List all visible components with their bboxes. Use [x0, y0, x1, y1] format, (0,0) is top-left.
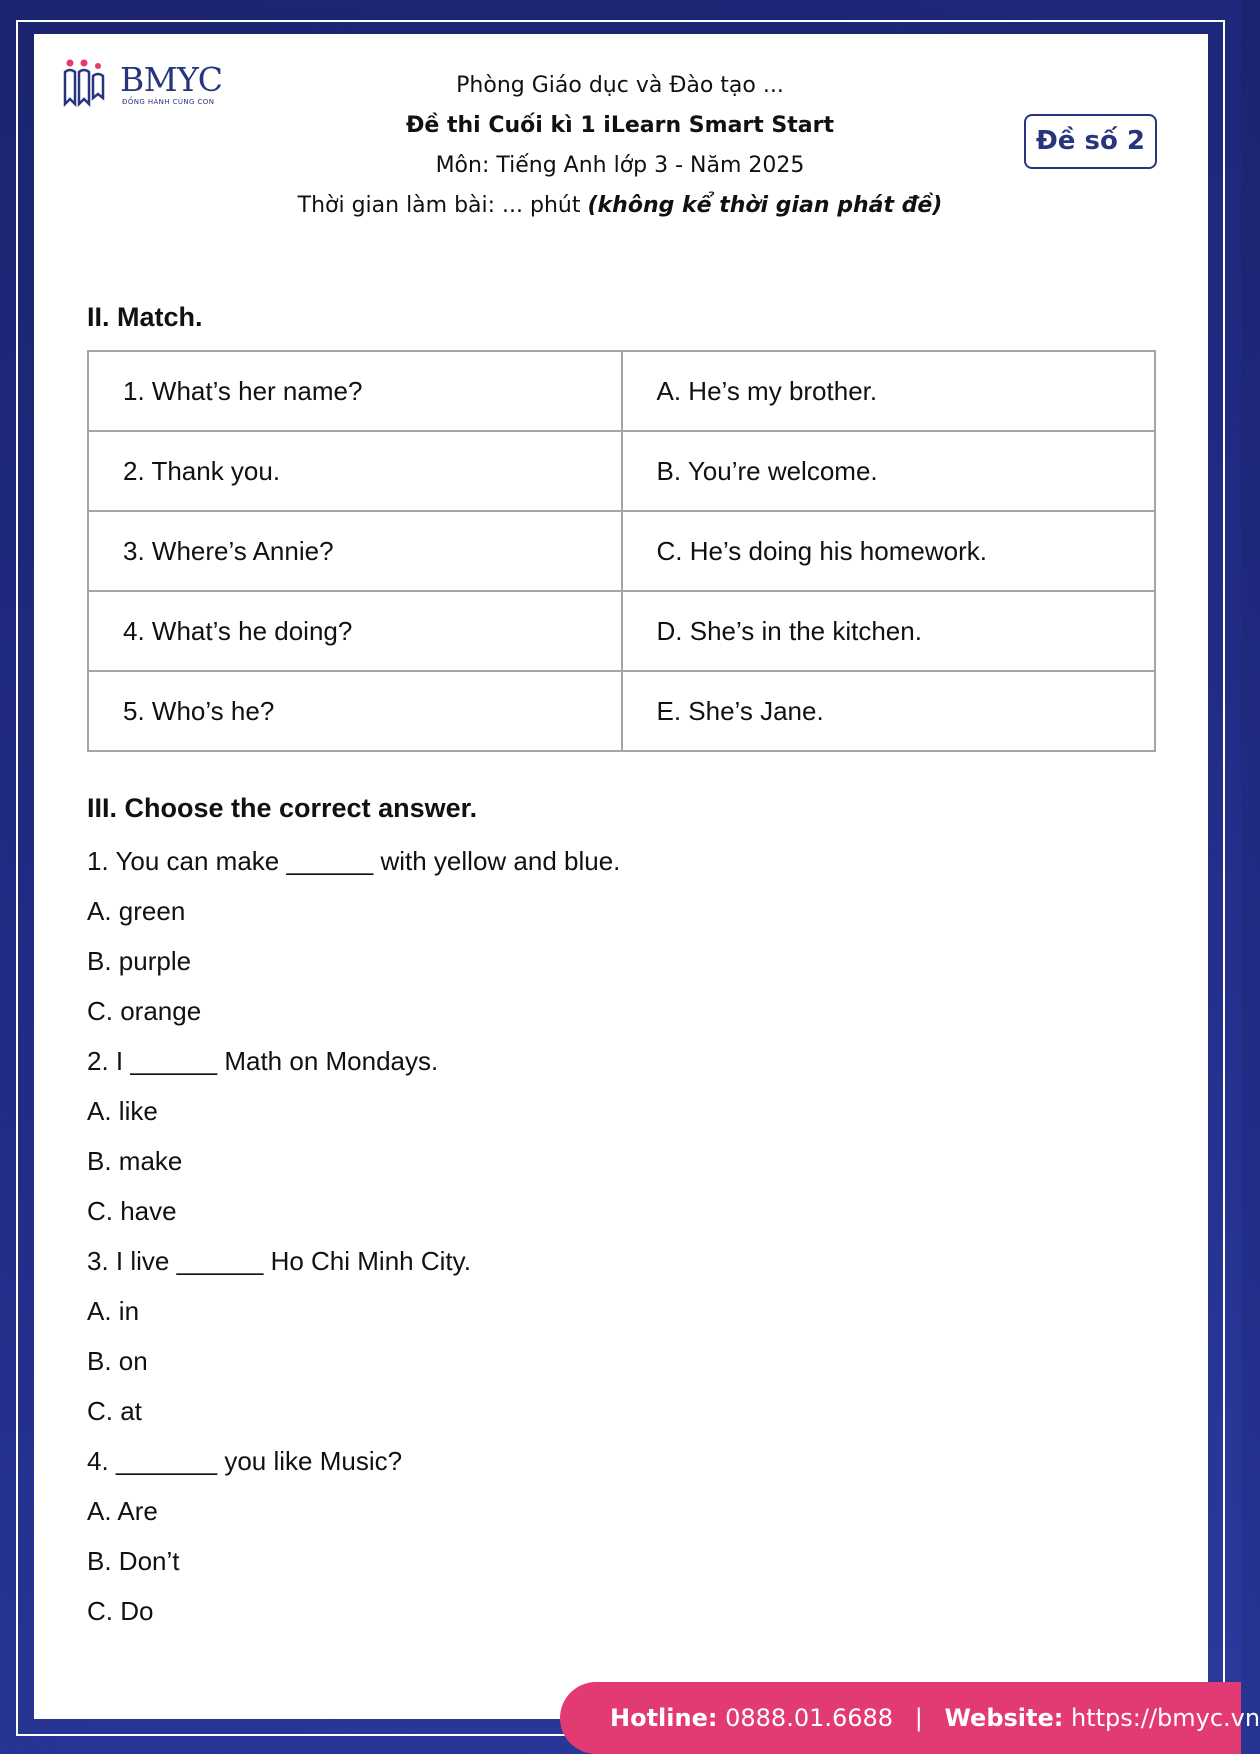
header-subject: Môn: Tiếng Anh lớp 3 - Năm 2025: [435, 153, 805, 178]
question-list: [87, 836, 620, 1636]
answer-option: B. purple: [87, 946, 192, 976]
header-duration: [250, 186, 990, 226]
answer-option: B. make: [87, 1146, 183, 1176]
question-text: 2. I ______ Math on Mondays.: [87, 1046, 439, 1076]
match-question: 3. Where’s Annie?: [88, 511, 622, 591]
table-row: [88, 591, 1155, 671]
logo-brand: BMYC: [120, 60, 223, 99]
match-answer: A. He’s my brother.: [622, 351, 1156, 431]
bmyc-logo: [62, 58, 232, 114]
table-row: [88, 431, 1155, 511]
exam-header: [250, 66, 990, 226]
answer-option: A. green: [87, 896, 186, 926]
footer-separator: |: [914, 1704, 923, 1732]
table-row: [88, 511, 1155, 591]
answer-option: A. like: [87, 1096, 158, 1126]
section-match-title: II. Match.: [87, 302, 203, 332]
match-answer: B. You’re welcome.: [622, 431, 1156, 511]
website-link[interactable]: https://bmyc.vn: [1071, 1704, 1260, 1732]
answer-option: B. Don’t: [87, 1546, 180, 1576]
contact-footer: [560, 1682, 1260, 1754]
section-choose-title: III. Choose the correct answer.: [87, 793, 478, 823]
hotline-number[interactable]: 0888.01.6688: [725, 1704, 894, 1732]
answer-option: C. Do: [87, 1596, 154, 1626]
answer-option: C. orange: [87, 996, 202, 1026]
match-answer: D. She’s in the kitchen.: [622, 591, 1156, 671]
answer-option: C. at: [87, 1396, 142, 1426]
match-question: 1. What’s her name?: [88, 351, 622, 431]
table-row: [88, 351, 1155, 431]
question-text: 4. _______ you like Music?: [87, 1446, 403, 1476]
answer-option: C. have: [87, 1196, 177, 1226]
answer-option: B. on: [87, 1346, 148, 1376]
duration-text: Thời gian làm bài: ... phút: [297, 193, 588, 218]
match-answer: C. He’s doing his homework.: [622, 511, 1156, 591]
match-question: 2. Thank you.: [88, 431, 622, 511]
exam-number-badge: Đề số 2: [1024, 114, 1157, 169]
match-question: 4. What’s he doing?: [88, 591, 622, 671]
family-logo-icon: [62, 58, 118, 110]
match-table: [87, 350, 1156, 752]
header-exam-title: Đề thi Cuối kì 1 iLearn Smart Start: [405, 113, 835, 138]
answer-option: A. Are: [87, 1496, 158, 1526]
logo-tagline: ĐỒNG HÀNH CÙNG CON: [122, 98, 215, 106]
website-label: Website:: [944, 1704, 1064, 1732]
hotline-label: Hotline:: [610, 1704, 718, 1732]
question-text: 1. You can make ______ with yellow and blue.: [87, 846, 621, 876]
match-question: 5. Who’s he?: [88, 671, 622, 751]
answer-option: A. in: [87, 1296, 140, 1326]
question-text: 3. I live ______ Ho Chi Minh City.: [87, 1246, 471, 1276]
header-department: Phòng Giáo dục và Đào tạo ...: [456, 73, 784, 98]
duration-note: (không kể thời gian phát đề): [587, 193, 943, 218]
match-answer: E. She’s Jane.: [622, 671, 1156, 751]
table-row: [88, 671, 1155, 751]
